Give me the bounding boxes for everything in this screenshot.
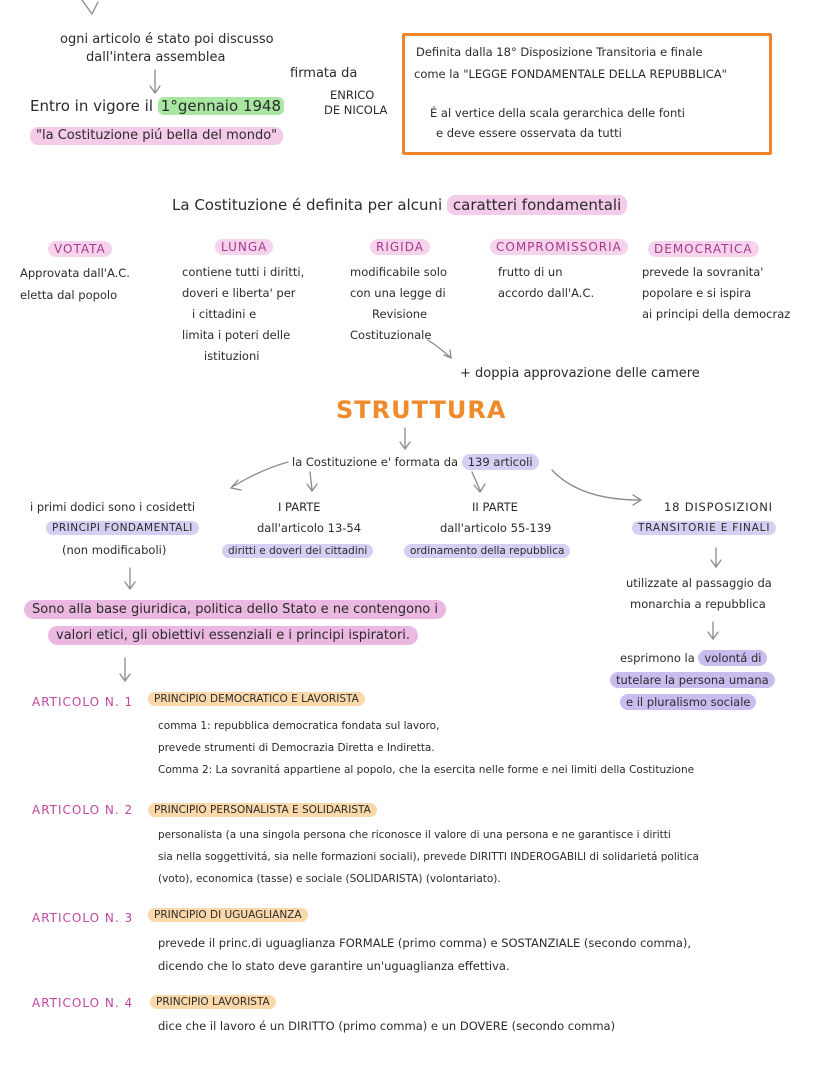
article-2-principle: PRINCIPIO PERSONALISTA E SOLIDARISTA <box>148 802 377 817</box>
article-4-num: ARTICOLO N. 4 <box>32 996 134 1010</box>
box-line1: Definita dalla 18° Disposizione Transitoria e finale <box>416 45 703 59</box>
parte1-title: I PARTE <box>278 500 321 514</box>
arrow-util-down <box>708 622 718 639</box>
parte2-desc: ordinamento della repubblica <box>404 543 570 558</box>
discussed-line2: dall'intera assemblea <box>86 50 226 65</box>
intro-prefix: La Costituzione é definita per alcuni <box>172 196 443 214</box>
entro-prefix: Entro in vigore il <box>30 97 154 115</box>
article-3-principle: PRINCIPIO DI UGUAGLIANZA <box>148 907 308 922</box>
article-2-num: ARTICOLO N. 2 <box>32 803 134 817</box>
espr-line2: tutelare la persona umana <box>610 673 775 687</box>
base-line2: valori etici, gli obiettivi essenziali e i principi ispiratori. <box>48 628 418 644</box>
arrow-base-down <box>120 658 130 681</box>
arrow-ii-parte <box>472 472 485 492</box>
char-votata-title: VOTATA <box>48 238 112 257</box>
parte1-range: dall'articolo 13-54 <box>257 521 362 535</box>
espr-line3: e il pluralismo sociale <box>620 695 756 709</box>
box-line3: É al vertice della scala gerarchica delle fonti <box>430 106 685 120</box>
article-4-principle: PRINCIPIO LAVORISTA <box>150 994 276 1009</box>
parte1-desc: diritti e doveri dei cittadini <box>222 543 373 558</box>
base-line1: Sono alla base giuridica, politica dello Stato e ne contengono i <box>24 602 446 618</box>
intro-line <box>172 196 627 214</box>
article-4-text: dice che il lavoro é un DIRITTO (primo comma) e un DOVERE (secondo comma) <box>158 1019 616 1033</box>
firmata-da: firmata da <box>290 66 358 81</box>
arrow-struttura <box>400 428 410 449</box>
entro-in-vigore <box>30 97 284 115</box>
article-1-text: comma 1: repubblica democratica fondata sul lavoro, prevede strumenti di Democrazia Diretta e Indiretta. Comma 2: La sovranitá appartiene al popolo, che la esercita nelle forme e nei limiti della Costituzione <box>158 720 695 776</box>
arrow-top <box>82 0 98 14</box>
principi-line2: PRINCIPI FONDAMENTALI <box>46 520 199 535</box>
char-lunga-title: LUNGA <box>215 236 273 255</box>
arrow-disposizioni <box>552 470 641 505</box>
parte2-range: dall'articolo 55-139 <box>440 521 552 535</box>
arrow-i-parte <box>307 472 317 491</box>
char-democratica-title: DEMOCRATICA <box>648 238 759 257</box>
char-compromissoria-text: frutto di un accordo dall'A.C. <box>498 265 595 300</box>
article-1-principle: PRINCIPIO DEMOCRATICO E LAVORISTA <box>148 691 365 706</box>
disp-line2: TRANSITORIE E FINALI <box>632 520 776 535</box>
arrow-left-branch <box>231 462 288 490</box>
struttura-title: STRUTTURA <box>336 396 507 424</box>
util-line2: monarchia a repubblica <box>630 597 766 611</box>
char-lunga-text: contiene tutti i diritti, doveri e liberta' per i cittadini e limita i poteri delle istituzioni <box>182 265 305 363</box>
arrow-assemblea <box>150 70 160 93</box>
char-rigida-text: modificabile solo con una legge di Revisione Costituzionale <box>350 265 448 342</box>
principi-line3: (non modificaboli) <box>62 543 167 557</box>
parte2-title: II PARTE <box>472 500 518 514</box>
char-compromissoria-title: COMPROMISSORIA <box>490 236 628 255</box>
espr-line1: esprimono la volontá di <box>620 651 767 665</box>
principi-line1: i primi dodici sono i cosidetti <box>30 500 196 514</box>
formata-highlight: 139 articoli <box>462 454 539 470</box>
article-2-text: personalista (a una singola persona che riconosce il valore di una persona e ne garantisce i diritti sia nella soggettivitá, sia nelle formazioni sociali), prevede DIRITTI INDEROGABILI di solidarietá politica (voto), economica (tasse) e sociale (SOLIDARISTA) (volontariato). <box>158 829 699 885</box>
arrow-principi-down <box>125 568 135 589</box>
char-rigida-title: RIGIDA <box>370 236 430 255</box>
article-1-num: ARTICOLO N. 1 <box>32 695 134 709</box>
signer-line1: ENRICO <box>330 88 375 102</box>
box-line4: e deve essere osservata da tutti <box>436 126 622 140</box>
formata-line: la Costituzione e' formata da 139 articoli <box>292 455 539 469</box>
util-line1: utilizzate al passaggio da <box>626 576 772 590</box>
box-line2: come la "LEGGE FONDAMENTALE DELLA REPUBBLICA" <box>414 67 727 81</box>
discussed-line1: ogni articolo é stato poi discusso <box>60 32 274 47</box>
article-3-text: prevede il princ.di uguaglianza FORMALE (primo comma) e SOSTANZIALE (secondo comma), dicendo che lo stato deve garantire un'uguaglianza effettiva. <box>158 936 692 973</box>
disp-line1: 18 DISPOSIZIONI <box>664 500 773 514</box>
char-votata-text: Approvata dall'A.C. eletta dal popolo <box>20 266 130 302</box>
intro-highlight: caratteri fondamentali <box>447 195 627 215</box>
article-3-num: ARTICOLO N. 3 <box>32 911 134 925</box>
costituzione-quote: "la Costituzione piú bella del mondo" <box>30 127 283 145</box>
signer-line2: DE NICOLA <box>324 103 388 117</box>
doppia-approvazione: + doppia approvazione delle camere <box>460 366 700 381</box>
arrow-disp-down <box>711 548 721 567</box>
char-democratica-text: prevede la sovranita' popolare e si ispira ai principi della democraz <box>642 265 791 321</box>
entro-date: 1°gennaio 1948 <box>158 97 284 115</box>
